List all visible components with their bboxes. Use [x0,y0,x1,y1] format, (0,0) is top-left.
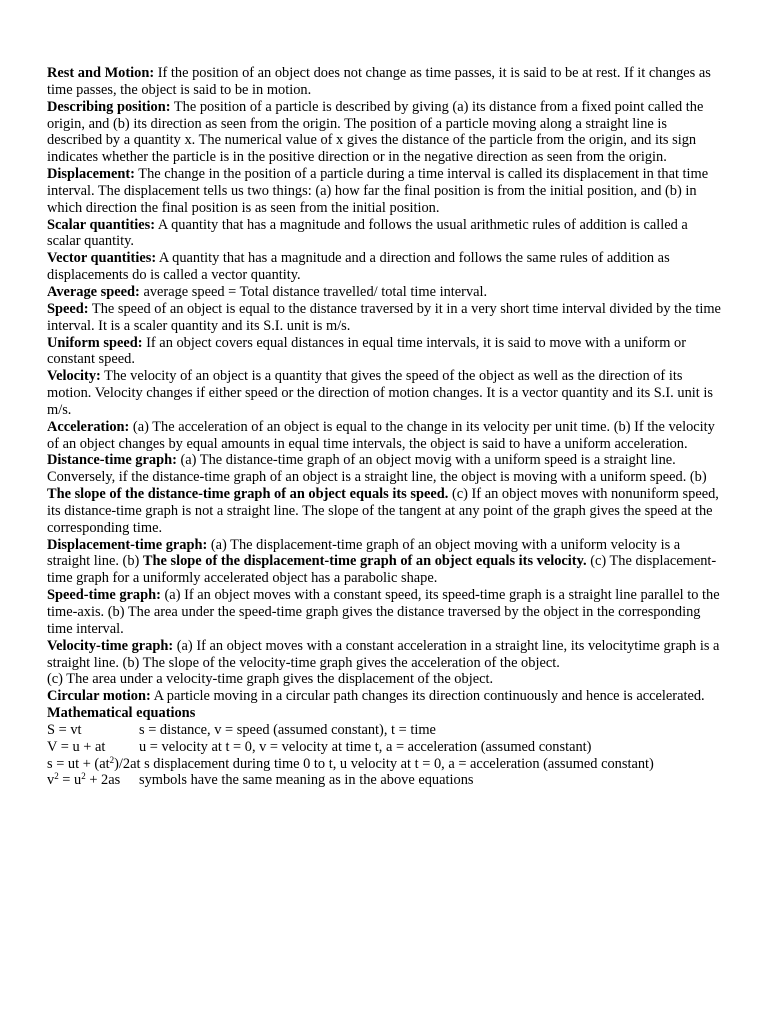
heading-velocity-time-graph: Velocity-time graph: [47,637,174,654]
equation-3-formula-part2: )/2 [114,755,131,772]
equation-2-formula: V = u + at [47,738,106,755]
equation-1-formula: S = vt [47,721,82,738]
text-rest-and-motion: If the position of an object does not change as time passes, it is said to be at rest. If it changes as time passes, the object is said to be in motion. [47,65,711,98]
text-speed: The speed of an object is equal to the distance traversed by it in a very short time interval divided by the time interval. It is a scaler quantity and its S.I. unit is m/s. [47,300,721,334]
paragraph-scalar-quantities [47,217,722,251]
equation-3-formula-part1: s = ut + (at [47,755,110,772]
equation-3-description: at s displacement during time 0 to t, u velocity at t = 0, a = acceleration (assumed constant) [130,755,654,772]
equation-row-2 [47,739,722,756]
text-speed-time-graph: (a) If an object moves with a constant speed, its speed-time graph is a straight line parallel to the time-axis. (b) The area under the speed-time graph gives the distance traversed by the object in the corresponding time interval. [47,587,720,637]
equation-3-formula [47,756,130,773]
paragraph-displacement-time-graph [47,537,722,588]
paragraph-velocity [47,368,722,419]
text-scalar-quantities: A quantity that has a magnitude and follows the usual arithmetic rules of addition is called a scalar quantity. [47,216,688,250]
paragraph-average-speed [47,284,722,301]
text-acceleration: (a) The acceleration of an object is equal to the change in its velocity per unit time. (b) If the velocity of an object changes by equal amounts in equal time intervals, the object is said to have a uniform acceleration. [47,418,715,452]
equation-4-exponent-2: 2 [81,771,86,782]
text-velocity-time-graph: (a) If an object moves with a constant acceleration in a straight line, its velocitytime graph is a straight line. (b) The slope of the velocity-time graph gives the acceleration of the object. [47,637,720,671]
paragraph-speed [47,301,722,335]
heading-speed-time-graph: Speed-time graph: [47,587,161,604]
equation-row-1 [47,722,722,739]
text-average-speed: average speed = Total distance travelled/ total time interval. [139,283,488,300]
heading-acceleration: Acceleration: [47,418,130,435]
paragraph-displacement [47,166,722,217]
heading-rest-and-motion: Rest and Motion: [47,65,155,81]
paragraph-velocity-time-graph [47,638,722,672]
heading-circular-motion: Circular motion: [47,688,151,705]
text-displacement: The change in the position of a particle during a time interval is called its displacement in that time interval. The displacement tells us two things: (a) how far the final position is from the initial position, and (b) in which direction the final position is as seen from the initial position. [47,166,709,216]
equation-4-formula-part1: v [47,772,55,789]
heading-describing-position: Describing position: [47,98,171,115]
paragraph-acceleration [47,419,722,453]
equation-4-exponent-1: 2 [54,771,59,782]
text-displacement-time-graph-part2: (c) The displacement-time graph for a uniformly accelerated object has a parabolic shape. [47,553,717,587]
equation-4-description: symbols have the same meaning as in the above equations [139,772,474,789]
heading-average-speed: Average speed: [47,283,140,300]
equation-4-formula-part2: = u [58,772,82,789]
text-velocity: The velocity of an object is a quantity that gives the speed of the object as well as the direction of its motion. Velocity changes if either speed or the direction of motion changes. It is a vector quantity and its S.I. unit is m/s. [47,368,713,418]
text-circular-motion: A particle moving in a circular path changes its direction continuously and hence is accelerated. [150,688,705,705]
paragraph-describing-position [47,99,722,166]
heading-mathematical-equations: Mathematical equations [47,705,196,722]
text-velocity-time-graph-c: (c) The area under a velocity-time graph gives the displacement of the object. [47,671,494,688]
paragraph-circular-motion [47,688,722,705]
equation-row-3 [47,756,722,773]
paragraph-distance-time-graph [47,452,722,536]
text-distance-time-graph-part2: (c) If an object moves with nonuniform speed, its distance-time graph is not a straight line. The slope of the tangent at any point of the graph gives the speed at the corresponding time. [47,486,719,536]
text-displacement-time-graph-part1: (a) The displacement-time graph of an object moving with a uniform velocity is a straight line. (b) [47,536,681,570]
paragraph-vector-quantities [47,250,722,284]
text-uniform-speed: If an object covers equal distances in equal time intervals, it is said to move with a uniform or constant speed. [47,334,687,368]
text-displacement-time-graph-bold: The slope of the displacement-time graph of an object equals its velocity. [142,553,587,570]
paragraph-rest-and-motion [47,65,722,99]
text-distance-time-graph-bold: The slope of the distance-time graph of an object equals its speed. [47,486,449,503]
equation-3-exponent: 2 [109,754,115,765]
heading-speed: Speed: [47,300,89,317]
heading-displacement: Displacement: [47,166,135,183]
heading-scalar-quantities: Scalar quantities: [47,216,156,233]
heading-uniform-speed: Uniform speed: [47,334,143,351]
paragraph-velocity-time-graph-c [47,671,722,688]
heading-vector-quantities: Vector quantities: [47,250,157,267]
heading-displacement-time-graph: Displacement-time graph: [47,536,208,553]
equation-4-formula [47,772,139,789]
equation-row-4 [47,772,722,789]
equation-4-formula-part3: + 2as [85,772,121,789]
equation-2-description: u = velocity at t = 0, v = velocity at time t, a = acceleration (assumed constant) [139,738,592,755]
text-distance-time-graph-part1: (a) The distance-time graph of an object movig with a uniform speed is a straight line. Conversely, if the distance-time graph of an object is a straight line, the object is moving with a uniform speed. (b) [47,452,707,486]
text-describing-position: The position of a particle is described by giving (a) its distance from a fixed point called the origin, and (b) its direction as seen from the origin. The position of a particle moving along a straight line is described by a quantity x. The numerical value of x gives the distance of the particle from the origin, and its sign indicates whether the particle is in the positive direction or in the negative direction as seen from the origin. [47,98,704,166]
paragraph-uniform-speed [47,335,722,369]
equation-1-description: s = distance, v = speed (assumed constant), t = time [139,721,436,738]
text-vector-quantities: A quantity that has a magnitude and a direction and follows the same rules of addition as displacements do is called a vector quantity. [47,250,670,284]
paragraph-speed-time-graph [47,587,722,638]
heading-velocity: Velocity: [47,368,101,385]
heading-distance-time-graph: Distance-time graph: [47,452,177,469]
